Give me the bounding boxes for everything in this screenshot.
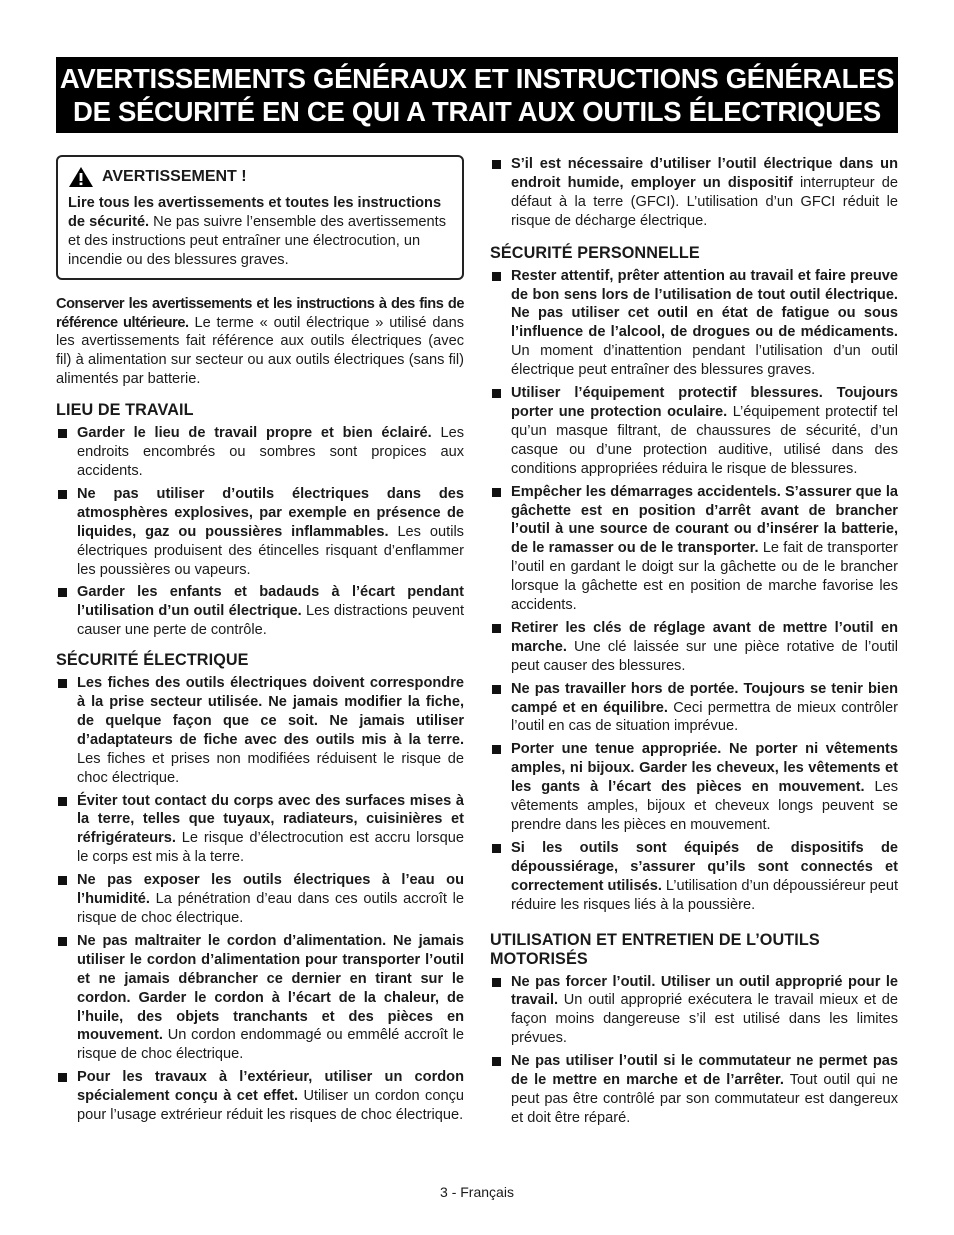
- list-item-text: Les fiches et prises non modifiées réduisent le risque de choc électrique.: [77, 750, 464, 786]
- square-bullet-icon: [492, 685, 501, 694]
- list-item-bold: Garder les enfants et badauds à l’écart pendant l’utilisation d’un outil électrique.: [77, 584, 464, 620]
- list-electrique: [56, 674, 464, 1125]
- list-item-bold: S’il est nécessaire d’utiliser l’outil électrique dans un endroit humide, employer un dispositif: [511, 156, 898, 191]
- title-line-1: AVERTISSEMENTS GÉNÉRAUX ET INSTRUCTIONS GÉNÉRALES: [59, 63, 895, 94]
- list-item-bold: Éviter tout contact du corps avec des surfaces mises à la terre, telles que tuyaux, radiateurs, cuisinières et réfrigérateurs.: [77, 792, 464, 847]
- list-item: [56, 792, 464, 868]
- list-item-bold: Retirer les clés de réglage avant de mettre l’outil en marche.: [511, 619, 898, 655]
- list-item: [490, 839, 898, 915]
- list-item-text: Une clé laissée sur une pièce rotative de l’outil peut causer des blessures.: [511, 638, 898, 674]
- square-bullet-icon: [58, 937, 67, 946]
- list-item-bold: Ne pas utiliser d’outils électriques dans des atmosphères explosives, par exemple en présence de liquides, gaz ou poussières inflammables.: [77, 485, 464, 540]
- section-heading-electrique: SÉCURITÉ ÉLECTRIQUE: [56, 651, 249, 670]
- list-item: [490, 619, 898, 676]
- list-item: [56, 871, 464, 928]
- square-bullet-icon: [58, 797, 67, 806]
- list-item-text: L’utilisation d’un dépoussiéreur peut réduire les risques liés à la poussière.: [511, 877, 898, 913]
- square-bullet-icon: [58, 679, 67, 688]
- list-item: [56, 424, 464, 481]
- warning-heading: [68, 166, 453, 188]
- list-utilisation: [490, 973, 898, 1128]
- list-item-text: La pénétration d’eau dans ces outils accroît le risque de choc électrique.: [77, 891, 464, 926]
- list-item-bold: Rester attentif, prêter attention au travail et faire preuve de bon sens lors de l’utilisation de tout outil électrique. Ne pas utiliser cet outil en état de fatigue ou sous l’influence de l’alcool, de drogues ou de médicaments.: [511, 267, 898, 341]
- section-heading-utilisation: UTILISATION ET ENTRETIEN DE L’OUTILS MOTORISÉS: [490, 930, 820, 968]
- list-item: [490, 267, 898, 380]
- warning-box: [56, 155, 464, 280]
- list-item-bold: Ne pas travailler hors de portée. Toujours se tenir bien campé et en équilibre.: [511, 680, 898, 716]
- section-heading-personnelle: SÉCURITÉ PERSONNELLE: [490, 243, 700, 262]
- list-item-text: Un cordon endommagé ou emmêlé accroît le risque de choc électrique.: [77, 1027, 464, 1063]
- list-item-text: Le fait de transporter l’outil en gardant le doigt sur la gâchette ou de le brancher lorsque la gâchette est en position de marche favorise les accidents.: [511, 540, 898, 614]
- square-bullet-icon: [492, 624, 501, 633]
- list-item-text: Les vêtements amples, bijoux et cheveux longs peuvent se prendre dans les pièces en mouvement.: [511, 779, 898, 833]
- list-item-text: Le risque d’électrocution est accru lorsque le corps est mis à la terre.: [77, 830, 464, 866]
- intro-bold: Conserver les avertissements et les instructions à des fins de référence ultérieure.: [56, 295, 464, 331]
- warning-body: Ne pas suivre l’ensemble des avertissements et des instructions peut entraîner une électrocution, un incendie ou des blessures graves.: [68, 213, 446, 268]
- list-item-text: Les distractions peuvent causer une perte de contrôle.: [77, 603, 464, 639]
- list-personnelle: [490, 267, 898, 915]
- warning-triangle-icon: [68, 166, 94, 188]
- list-item-text: Un outil approprié exécutera le travail mieux et de façon moins dangereuse s’il est utilisé dans les limites prévues.: [511, 992, 898, 1047]
- right-column: [490, 155, 898, 1132]
- list-item-text: Ceci permettra de mieux contrôler l’outil en cas de situation imprévue.: [511, 699, 898, 735]
- list-item-bold: Ne pas maltraiter le cordon d’alimentation. Ne jamais utiliser le cordon d’alimentation pour transporter l’outil et ne jamais débrancher ce dernier en tirant sur le cordon. Garder le cordon à l’écart de la chaleur, de l’huile, des objets tranchants et des pièces en mouvement.: [77, 932, 464, 1044]
- warning-text: [68, 194, 453, 270]
- page-footer: 3 - Français: [440, 1184, 514, 1200]
- list-item-bold: Pour les travaux à l’extérieur, utiliser un cordon spécialement conçu à cet effet.: [77, 1069, 464, 1105]
- square-bullet-icon: [58, 876, 67, 885]
- intro-text: Le terme « outil électrique » utilisé dans les avertissements fait référence aux outils électriques (avec fil) à alimentation sur secteur ou aux outils électriques (sans fil) alimentés par batterie.: [56, 314, 464, 388]
- list-item-bold: Empêcher les démarrages accidentels. S’assurer que la gâchette est en position d’arrêt avant de brancher l’outil à une source de courant ou d’insérer la batterie, de le ramasser ou de le transporter.: [511, 483, 898, 557]
- list-item: [56, 583, 464, 640]
- intro-paragraph: [56, 295, 464, 390]
- warning-bold: Lire tous les avertissements et toutes les instructions de sécurité.: [68, 195, 442, 230]
- list-item-text: Les endroits encombrés ou sombres sont propices aux accidents.: [77, 425, 464, 479]
- square-bullet-icon: [492, 745, 501, 754]
- list-item-text: Utiliser un cordon conçu pour l’usage extrérieur réduit les risques de choc électrique.: [77, 1088, 464, 1124]
- square-bullet-icon: [492, 488, 501, 497]
- list-item-bold: Si les outils sont équipés de dispositifs de dépoussiérage, s’assurer qu’ils sont connectés et correctement utilisés.: [511, 839, 898, 894]
- square-bullet-icon: [58, 490, 67, 499]
- list-item-bold: Porter une tenue appropriée. Ne porter ni vêtements amples, ni bijoux. Garder les cheveux, les vêtements et les gants à l’écart des pièces en mouvement.: [511, 741, 898, 796]
- list-item-text: interrupteur de défaut à la terre (GFCI). L’utilisation d’un GFCI réduit le risque de décharge électrique.: [511, 174, 898, 229]
- list-item-text: Les outils électriques produisent des étincelles risquant d’enflammer les poussières ou vapeurs.: [77, 523, 464, 578]
- list-item-bold: Ne pas utiliser l’outil si le commutateur ne permet pas de le mettre en marche et de l’arrêter.: [511, 1053, 898, 1089]
- square-bullet-icon: [58, 1073, 67, 1082]
- list-item-text: L’équipement protectif tel qu’un masque filtrant, de chaussures de sécurité, d’un casque ou d’une protection auditive, utilisé dans des conditions appropriées réduira le risque de blessures.: [511, 403, 899, 477]
- square-bullet-icon: [492, 978, 501, 987]
- list-item: [490, 680, 898, 737]
- list-lieu: [56, 424, 464, 640]
- list-item: [56, 932, 464, 1064]
- list-item: [490, 483, 898, 615]
- square-bullet-icon: [58, 429, 67, 438]
- list-item: [56, 1068, 464, 1125]
- title-line-2: DE SÉCURITÉ EN CE QUI A TRAIT AUX OUTILS ÉLECTRIQUES: [73, 96, 881, 127]
- square-bullet-icon: [492, 160, 501, 169]
- left-column: [56, 155, 464, 1129]
- list-item-text: Tout outil qui ne peut pas être contrôlé par son commutateur est dangereux et doit être réparé.: [511, 1072, 898, 1126]
- list-item-text: Un moment d’inattention pendant l’utilisation d’un outil électrique peut entraîner des blessures graves.: [511, 343, 898, 379]
- list-item: [490, 740, 898, 835]
- warning-heading-label: AVERTISSEMENT !: [102, 167, 247, 185]
- list-item-bold: Garder le lieu de travail propre et bien éclairé.: [77, 425, 432, 442]
- list-item: [56, 674, 464, 787]
- list-item: [490, 155, 898, 231]
- list-item-bold: Utiliser l’équipement protectif blessures. Toujours porter une protection oculaire.: [511, 385, 898, 420]
- square-bullet-icon: [492, 272, 501, 281]
- list-item: [56, 485, 464, 580]
- list-electrique-cont: [490, 155, 898, 231]
- list-item: [490, 384, 898, 479]
- square-bullet-icon: [492, 844, 501, 853]
- list-item: [490, 1052, 898, 1128]
- list-item-bold: Ne pas exposer les outils électriques à l’eau ou l’humidité.: [77, 872, 464, 908]
- square-bullet-icon: [492, 1057, 501, 1066]
- list-item-bold: Ne pas forcer l’outil. Utiliser un outil approprié pour le travail.: [511, 973, 898, 1009]
- square-bullet-icon: [492, 389, 501, 398]
- page-title: [56, 57, 898, 133]
- list-item: [490, 973, 898, 1049]
- square-bullet-icon: [58, 588, 67, 597]
- section-heading-lieu: LIEU DE TRAVAIL: [56, 401, 194, 420]
- list-item-bold: Les fiches des outils électriques doivent correspondre à la prise secteur utilisée. Ne jamais modifier la fiche, de quelque façon que ce soit. Ne jamais utiliser d’adaptateurs de fiche avec des outils mis à la terre.: [77, 675, 464, 748]
